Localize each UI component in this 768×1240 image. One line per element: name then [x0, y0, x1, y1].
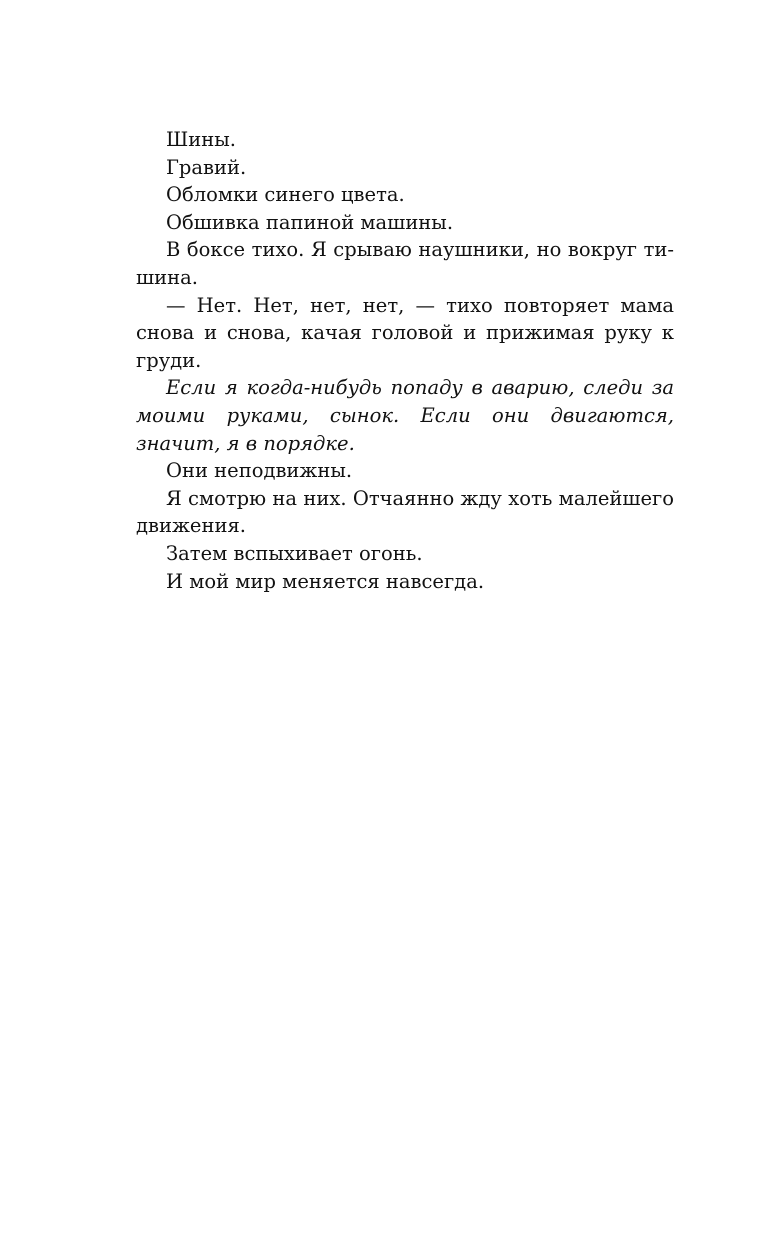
paragraph-1: Шины. [166, 128, 236, 151]
paragraph-5: В боксе тихо. Я срываю наушники, но вокруг тишина. [136, 238, 674, 289]
paragraph-4: Обшивка папиной машины. [166, 210, 454, 234]
page-text [136, 126, 674, 595]
paragraph-2: Гравий. [166, 155, 247, 179]
paragraph-3: Обломки синего цвета. [166, 183, 405, 207]
paragraph-11: И мой мир меняется навсегда. [166, 569, 485, 593]
paragraph-10: Затем вспыхивает огонь. [166, 541, 423, 565]
paragraph-6-dialogue: — Нет. Нет, нет, нет, — тихо повторяет мама снова и снова, качая головой и прижимая руку к груди. [136, 293, 674, 372]
paragraph-8: Они неподвижны. [166, 459, 353, 483]
paragraph-9: Я смотрю на них. Отчаянно жду хоть малейшего движения. [136, 486, 674, 538]
paragraph-7-italic-memory: Если я когда-нибудь попаду в аварию, следи за моими руками, сынок. Если они двигаются, значит, я в порядке. [136, 376, 674, 455]
